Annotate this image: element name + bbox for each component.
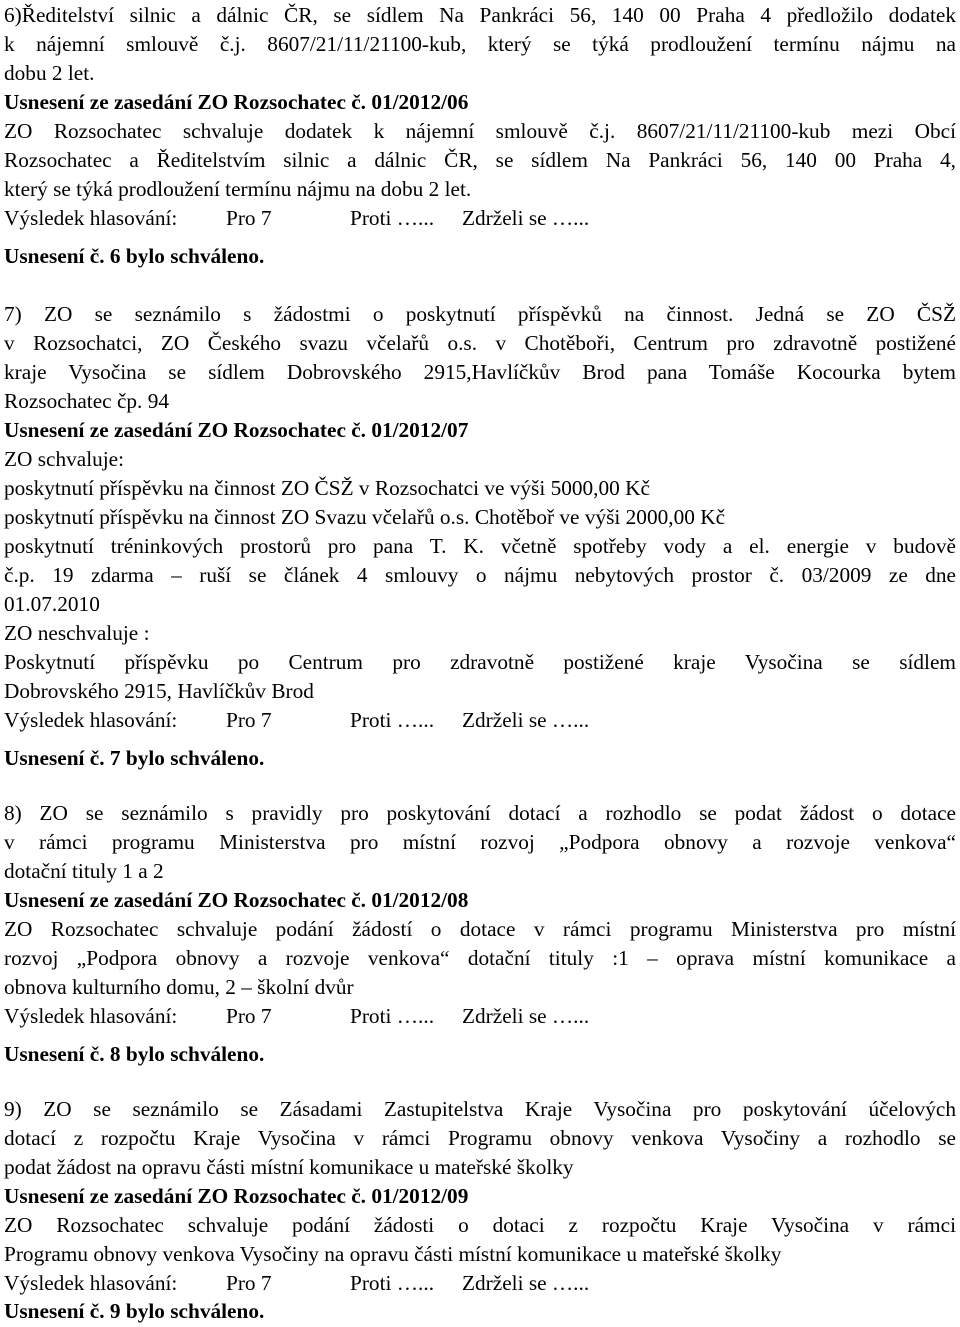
item6-resolution-line-3: který se týká prodloužení termínu nájmu na dobu 2 let. [4,177,472,201]
item6-resolution-heading: Usnesení ze zasedání ZO Rozsochatec č. 01/2012/06 [4,90,469,114]
item8-resolution-line-3: obnova kulturního domu, 2 – školní dvůr [4,975,354,999]
item8-resolution-heading: Usnesení ze zasedání ZO Rozsochatec č. 01/2012/08 [4,888,469,912]
vote-pro: Pro 7 [226,206,272,230]
item8-vote-result [4,1002,589,1031]
vote-label: Výsledek hlasování: [4,1004,178,1028]
item7-rejects-label: ZO neschvaluje : [4,621,150,645]
vote-proti: Proti …... [350,1271,435,1295]
item9-intro-line-2: dotací z rozpočtu Kraje Vysočina v rámci Programu obnovy venkova Vysočiny a rozhodlo se [4,1126,956,1150]
item7-approves-line-5: 01.07.2010 [4,592,100,616]
item8-resolution-line-1: ZO Rozsochatec schvaluje podání žádostí o dotace v rámci programu Ministerstva pro místní [4,917,956,941]
vote-zdrzeli: Zdrželi se …... [462,206,590,230]
item8-result: Usnesení č. 8 bylo schváleno. [4,1042,265,1066]
item8-resolution-line-2: rozvoj „Podpora obnovy a rozvoje venkova“ dotační tituly :1 – oprava místní komunikace a [4,946,956,970]
vote-proti: Proti …... [350,206,435,230]
item6-resolution-line-1: ZO Rozsochatec schvaluje dodatek k nájemní smlouvě č.j. 8607/21/11/21100-kub mezi Obcí [4,119,956,143]
item9-result: Usnesení č. 9 bylo schváleno. [4,1299,265,1323]
item6-result: Usnesení č. 6 bylo schváleno. [4,244,265,268]
item9-resolution-line-1: ZO Rozsochatec schvaluje podání žádosti o dotaci z rozpočtu Kraje Vysočina v rámci [4,1213,956,1237]
item7-approves-label: ZO schvaluje: [4,447,125,471]
item9-intro-line-1: 9) ZO se seznámilo se Zásadami Zastupitelstva Kraje Vysočina pro poskytování účelových [4,1097,956,1121]
item7-approves-line-4: č.p. 19 zdarma – ruší se článek 4 smlouvy o nájmu nebytových prostor č. 03/2009 ze dne [4,563,956,587]
item9-intro-line-3: podat žádost na opravu části místní komunikace u mateřské školky [4,1155,574,1179]
item7-intro-line-4: Rozsochatec čp. 94 [4,389,169,413]
item8-intro-line-1: 8) ZO se seznámilo s pravidly pro poskytování dotací a rozhodlo se podat žádost o dotace [4,801,956,825]
item6-intro-line-1: 6)Ředitelství silnic a dálnic ČR, se sídlem Na Pankráci 56, 140 00 Praha 4 předložilo dodatek [4,3,956,27]
item7-intro-line-3: kraje Vysočina se sídlem Dobrovského 2915,Havlíčkův Brod pana Tomáše Kocourka bytem [4,360,956,384]
item7-rejects-line-1: Poskytnutí příspěvku po Centrum pro zdravotně postižené kraje Vysočina se sídlem [4,650,956,674]
vote-zdrzeli: Zdrželi se …... [462,1004,590,1028]
item9-resolution-line-2: Programu obnovy venkova Vysočiny na opravu části místní komunikace u mateřské školky [4,1242,782,1266]
item7-intro-line-1: 7) ZO se seznámilo s žádostmi o poskytnutí příspěvků na činnost. Jedná se ZO ČSŽ [4,302,956,326]
item8-intro-line-3: dotační tituly 1 a 2 [4,859,164,883]
item7-vote-result [4,706,589,735]
item7-intro-line-2: v Rozsochatci, ZO Českého svazu včelařů o.s. v Chotěboři, Centrum pro zdravotně postižené [4,331,956,355]
item6-intro-line-2: k nájemní smlouvě č.j. 8607/21/11/21100-kub, který se týká prodloužení termínu nájmu na [4,32,956,56]
item7-approves-line-3: poskytnutí tréninkových prostorů pro pana T. K. včetně spotřeby vody a el. energie v budově [4,534,956,558]
vote-proti: Proti …... [350,708,435,732]
vote-pro: Pro 7 [226,1271,272,1295]
item8-intro-line-2: v rámci programu Ministerstva pro místní rozvoj „Podpora obnovy a rozvoje venkova“ [4,830,956,854]
item7-result: Usnesení č. 7 bylo schváleno. [4,746,265,770]
item7-approves-line-1: poskytnutí příspěvku na činnost ZO ČSŽ v Rozsochatci ve výši 5000,00 Kč [4,476,650,500]
item6-resolution-line-2: Rozsochatec a Ředitelstvím silnic a dálnic ČR, se sídlem Na Pankráci 56, 140 00 Praha 4, [4,148,956,172]
item6-intro-line-3: dobu 2 let. [4,61,95,85]
vote-pro: Pro 7 [226,708,272,732]
item7-rejects-line-2: Dobrovského 2915, Havlíčkův Brod [4,679,314,703]
vote-proti: Proti …... [350,1004,435,1028]
item7-resolution-heading: Usnesení ze zasedání ZO Rozsochatec č. 01/2012/07 [4,418,469,442]
item9-resolution-heading: Usnesení ze zasedání ZO Rozsochatec č. 01/2012/09 [4,1184,469,1208]
vote-label: Výsledek hlasování: [4,206,178,230]
vote-zdrzeli: Zdrželi se …... [462,708,590,732]
item7-approves-line-2: poskytnutí příspěvku na činnost ZO Svazu včelařů o.s. Chotěboř ve výši 2000,00 Kč [4,505,726,529]
vote-label: Výsledek hlasování: [4,708,178,732]
item9-vote-result [4,1269,589,1298]
item6-vote-result [4,204,589,233]
vote-label: Výsledek hlasování: [4,1271,178,1295]
vote-zdrzeli: Zdrželi se …... [462,1271,590,1295]
vote-pro: Pro 7 [226,1004,272,1028]
